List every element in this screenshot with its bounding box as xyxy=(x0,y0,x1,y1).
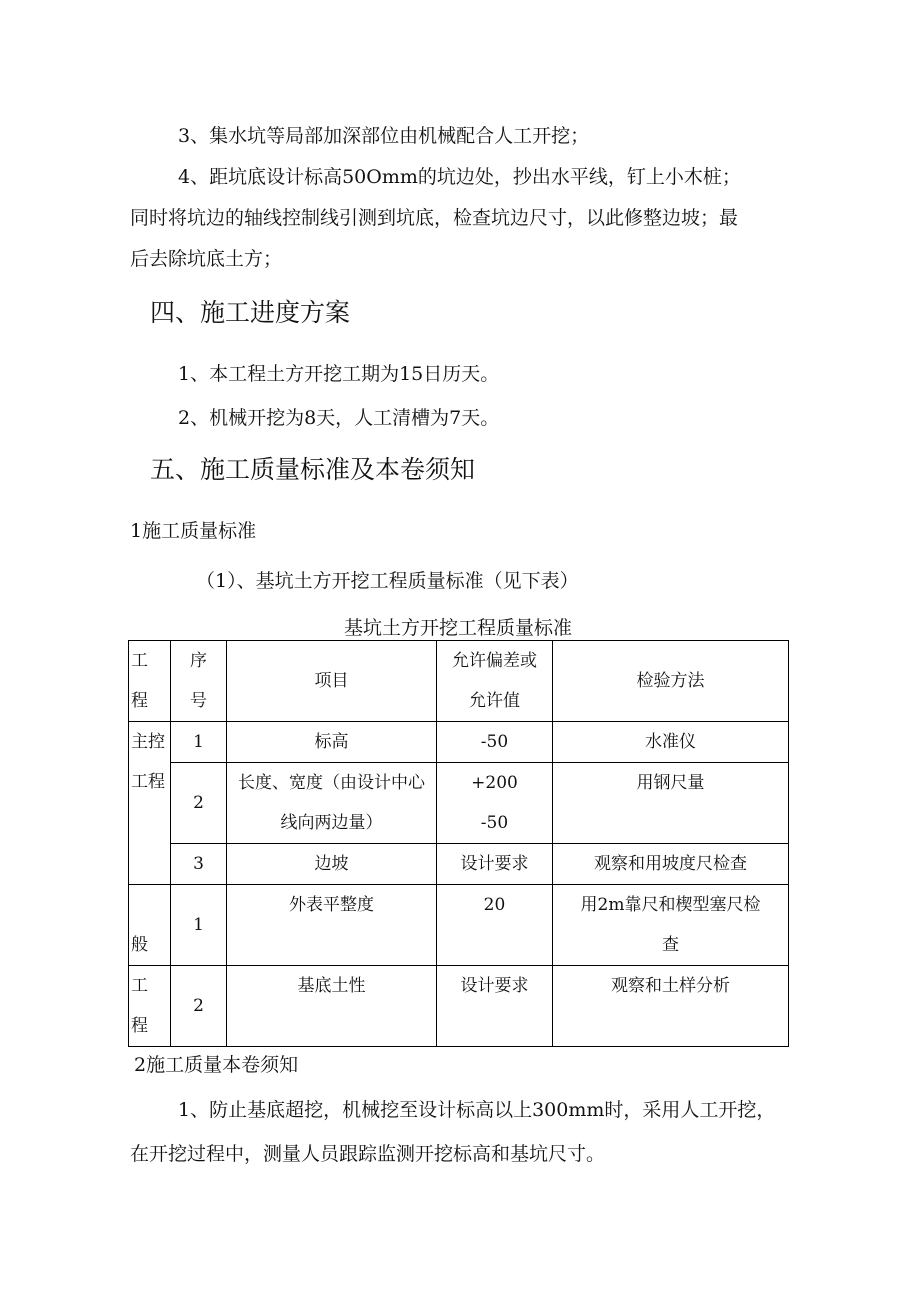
main-group-label: 主控 工程 xyxy=(129,722,171,885)
row-item: 标高 xyxy=(227,722,437,763)
row-number: 1 xyxy=(171,885,227,966)
subheading-quality-standard: 1施工质量标准 xyxy=(130,520,257,542)
row-item: 边坡 xyxy=(227,844,437,885)
section-heading-5: 五、施工质量标准及本卷须知 xyxy=(150,455,476,484)
schedule-item-1: 1、本工程土方开挖工期为15日历天。 xyxy=(178,363,500,385)
row-method: 观察和土样分析 xyxy=(553,966,789,1047)
row-method: 用钢尺量 xyxy=(553,763,789,844)
row-method: 观察和用坡度尺检查 xyxy=(553,844,789,885)
notice-item-1-line2: 在开挖过程中，测量人员跟踪监测开挖标高和基坑尺寸。 xyxy=(130,1143,606,1165)
general-group-label-top: 般 xyxy=(129,885,171,966)
row-value: 20 xyxy=(437,885,553,966)
header-tolerance: 允许偏差或 允许值 xyxy=(437,641,553,722)
row-number: 1 xyxy=(171,722,227,763)
row-item: 外表平整度 xyxy=(227,885,437,966)
row-number: 2 xyxy=(171,966,227,1047)
schedule-item-2: 2、机械开挖为8天，人工清槽为7天。 xyxy=(178,407,500,429)
notice-item-1-line1: 1、防止基底超挖，机械挖至设计标高以上300mm时，采用人工开挖， xyxy=(178,1099,776,1121)
table-caption: 基坑土方开挖工程质量标准 xyxy=(343,617,572,639)
table-row xyxy=(129,966,789,1047)
paragraph-item-4-line1: 4、距坑底设计标高50Omm的坑边处，抄出水平线，钉上小木桩； xyxy=(178,166,741,188)
paragraph-item-3: 3、集水坑等局部加深部位由机械配合人工开挖； xyxy=(178,125,590,147)
subheading-quality-notice: 2施工质量本卷须知 xyxy=(134,1054,299,1076)
row-value: -50 xyxy=(437,722,553,763)
header-category: 工 程 xyxy=(129,641,171,722)
row-method: 水准仪 xyxy=(553,722,789,763)
row-item: 基底土性 xyxy=(227,966,437,1047)
row-value: 设计要求 xyxy=(437,966,553,1047)
row-value: 设计要求 xyxy=(437,844,553,885)
header-item: 项目 xyxy=(227,641,437,722)
row-method: 用2m靠尺和楔型塞尺检 查 xyxy=(553,885,789,966)
table-row xyxy=(129,844,789,885)
row-value: +200 -50 xyxy=(437,763,553,844)
table-header-row xyxy=(129,641,789,722)
table-row xyxy=(129,885,789,966)
general-group-label-bottom: 工 程 xyxy=(129,966,171,1047)
header-number: 序 号 xyxy=(171,641,227,722)
section-heading-4: 四、施工进度方案 xyxy=(150,298,351,327)
paragraph-item-4-line2: 同时将坑边的轴线控制线引测到坑底，检查坑边尺寸，以此修整边坡；最 xyxy=(130,207,739,229)
header-inspection-method: 检验方法 xyxy=(553,641,789,722)
quality-standard-table xyxy=(128,640,789,1047)
row-number: 2 xyxy=(171,763,227,844)
row-number: 3 xyxy=(171,844,227,885)
table-row xyxy=(129,722,789,763)
row-item: 长度、宽度（由设计中心 线向两边量） xyxy=(227,763,437,844)
quality-standard-intro: （1）、基坑土方开挖工程质量标准（见下表） xyxy=(196,570,579,592)
table-row xyxy=(129,763,789,844)
paragraph-item-4-line3: 后去除坑底土方； xyxy=(130,248,283,270)
